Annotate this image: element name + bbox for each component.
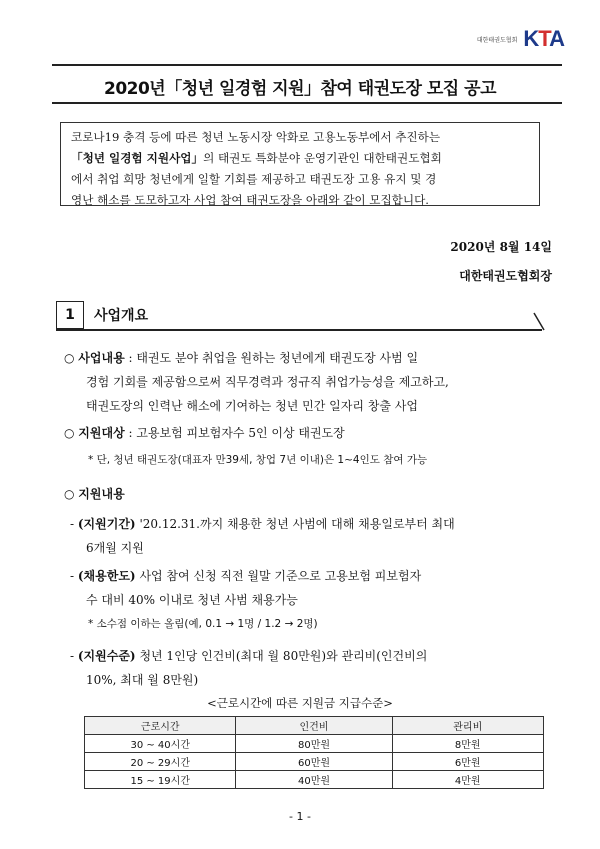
title-top-rule <box>52 64 562 66</box>
support-period: - (지원기간) '20.12.31.까지 채용한 청년 사범에 대해 채용일로부터 최대 6개월 지원 <box>70 512 550 560</box>
table-header-row <box>85 717 544 735</box>
limit-text-1: 사업 참여 신청 직전 월말 기준으로 고용보험 피보험자 <box>139 569 422 583</box>
title-bottom-rule <box>52 102 562 104</box>
section-rule <box>56 329 542 331</box>
level-text-1: 청년 1인당 인건비(최대 월 80만원)와 관리비(인건비의 <box>139 649 428 663</box>
section-corner-mark <box>532 312 546 332</box>
table-cell: 6만원 <box>392 753 543 771</box>
table-row <box>85 753 544 771</box>
target-note: * 단, 청년 태권도장(대표자 만39세, 창업 7년 이내)은 1~4인도 참여 가능 <box>88 454 428 466</box>
table-cell: 4만원 <box>392 771 543 789</box>
item-support: ○ 지원내용 <box>64 487 125 501</box>
section-number: 1 <box>56 301 84 329</box>
notice-line-3: 에서 취업 희망 청년에게 일할 기회를 제공하고 태권도장 고용 유지 및 경 <box>71 172 437 186</box>
table-cell: 8만원 <box>392 735 543 753</box>
table-cell: 20 ~ 29시간 <box>85 753 236 771</box>
item-target: ○ 지원대상 : 고용보험 피보험자수 5인 이상 태권도장 <box>64 426 345 440</box>
content-text-3: 태권도장의 인력난 해소에 기여하는 청년 민간 일자리 창출 사업 <box>86 399 418 413</box>
logo-org-name: 대한태권도협회 <box>476 36 518 44</box>
item-content: ○ 사업내용 : 태권도 분야 취업을 원하는 청년에게 태권도장 사범 일 경험 기회를 제공함으로써 직무경력과 정규직 취업가능성을 제고하고, 태권도장의 인력난 해소에 기여하는 청년 민간 일자리 창출 사업 <box>64 346 554 418</box>
period-text-2: 6개월 지원 <box>86 541 144 555</box>
notice-program-name: 「청년 일경험 지원사업」 <box>71 151 204 165</box>
table-cell: 60만원 <box>236 753 392 771</box>
page-number: - 1 - <box>289 810 311 823</box>
support-limit: - (채용한도) 사업 참여 신청 직전 월말 기준으로 고용보험 피보험자 수 대비 40% 이내로 청년 사범 채용가능 <box>70 564 550 612</box>
kta-logo <box>477 24 564 54</box>
period-label: (지원기간) <box>77 517 136 531</box>
table-row <box>85 735 544 753</box>
table-cell: 40만원 <box>236 771 392 789</box>
target-text: : 고용보험 피보험자수 5인 이상 태권도장 <box>128 426 345 440</box>
support-level: - (지원수준) 청년 1인당 인건비(최대 월 80만원)와 관리비(인건비의 10%, 최대 월 8만원) <box>70 644 550 692</box>
notice-box <box>60 122 540 206</box>
limit-label: (채용한도) <box>77 569 136 583</box>
page-title: 2020년「청년 일경험 지원」참여 태권도장 모집 공고 <box>103 79 496 99</box>
level-label: (지원수준) <box>77 649 136 663</box>
content-text-1: : 태권도 분야 취업을 원하는 청년에게 태권도장 사범 일 <box>128 351 419 365</box>
table-cell: 80만원 <box>236 735 392 753</box>
period-text-1: '20.12.31.까지 채용한 청년 사범에 대해 채용일로부터 최대 <box>139 517 455 531</box>
support-table <box>84 716 544 789</box>
notice-line-2-rest: 의 태권도 특화분야 운영기관인 대한태권도협회 <box>203 151 442 165</box>
notice-line-4: 영난 해소를 도모하고자 사업 참여 태권도장을 아래와 같이 모집합니다. <box>71 193 429 207</box>
limit-note: * 소수점 이하는 올림(예, 0.1 → 1명 / 1.2 → 2명) <box>88 618 318 630</box>
support-label: 지원내용 <box>78 487 125 501</box>
table-caption: <근로시간에 따른 지원금 지급수준> <box>207 696 393 710</box>
table-cell: 30 ~ 40시간 <box>85 735 236 753</box>
notice-date: 2020년 8월 14일 <box>450 240 552 254</box>
issuer: 대한태권도협회장 <box>459 269 552 283</box>
level-text-2: 10%, 최대 월 8만원) <box>86 673 199 687</box>
content-label: 사업내용 <box>78 351 125 365</box>
table-cell: 15 ~ 19시간 <box>85 771 236 789</box>
table-row <box>85 771 544 789</box>
notice-line-2 <box>71 148 529 169</box>
section-title: 사업개요 <box>94 308 149 324</box>
table-header: 관리비 <box>392 717 543 735</box>
content-text-2: 경험 기회를 제공함으로써 직무경력과 정규직 취업가능성을 제고하고, <box>86 375 449 389</box>
table-header: 인건비 <box>236 717 392 735</box>
logo-mark: KTA <box>523 26 564 51</box>
limit-text-2: 수 대비 40% 이내로 청년 사범 채용가능 <box>86 593 298 607</box>
notice-line-1: 코로나19 충격 등에 따른 청년 노동시장 악화로 고용노동부에서 추진하는 <box>71 130 441 144</box>
target-label: 지원대상 <box>78 426 125 440</box>
table-header: 근로시간 <box>85 717 236 735</box>
